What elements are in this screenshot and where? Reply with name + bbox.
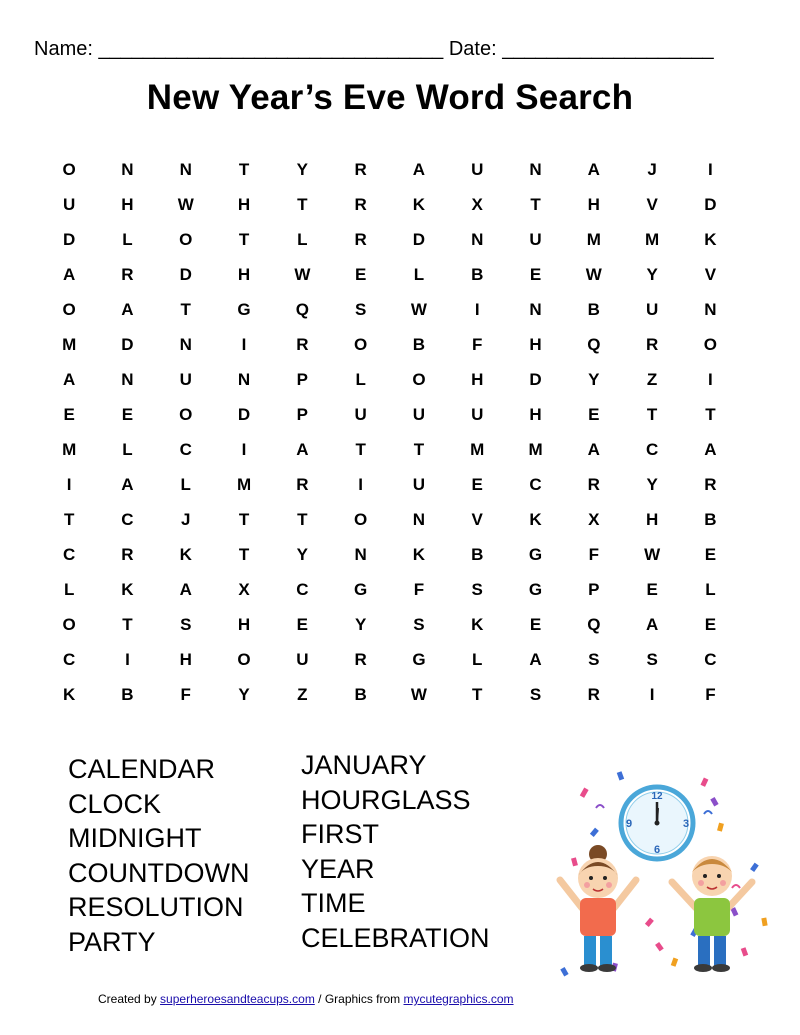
word-list-item: COUNTDOWN [68,857,250,888]
grid-letter: E [529,264,542,284]
grid-row [40,537,740,572]
grid-letter: H [237,264,251,284]
grid-letter: A [179,579,192,599]
grid-letter: O [354,509,368,529]
grid-letter: H [529,404,542,424]
grid-letter: L [705,579,716,599]
name-date-header [34,38,754,74]
grid-letter: O [354,334,368,354]
grid-letter: M [62,334,77,354]
grid-letter: S [471,579,483,599]
grid-letter: V [471,509,483,529]
grid-letter: M [62,439,77,459]
grid-letter: N [121,159,134,179]
grid-letter: W [410,299,427,319]
grid-letter: A [63,264,76,284]
grid-letter: G [412,649,426,669]
grid-letter: P [296,404,308,424]
grid-letter: G [528,579,543,599]
grid-letter: I [358,474,363,494]
grid-letter: S [180,614,192,634]
grid-letter: Z [646,369,658,389]
grid-letter: R [354,229,367,249]
grid-letter: H [121,194,134,214]
grid-letter: K [471,614,484,634]
grid-letter: E [296,614,308,634]
grid-letter: E [704,614,717,634]
grid-letter: O [237,649,251,669]
word-list-item: CELEBRATION [301,922,490,953]
grid-letter: O [703,334,718,354]
grid-letter: W [410,684,427,704]
grid-letter: T [238,509,250,529]
grid-letter: O [412,369,426,389]
grid-letter: O [179,404,193,424]
grid-letter: L [413,264,425,284]
grid-letter: R [354,649,367,669]
grid-letter: F [180,684,191,704]
grid-letter: M [645,229,660,249]
grid-letter: A [587,159,600,179]
grid-letter: Y [238,684,250,704]
grid-row [40,502,740,537]
grid-letter: C [63,649,76,669]
word-list-item: HOURGLASS [301,784,471,815]
grid-row [40,292,740,327]
name-blank-line: _______________________________ [98,38,444,60]
grid-letter: W [585,264,602,284]
grid-letter: I [66,474,72,494]
boy-figure [672,856,752,972]
grid-letter: U [645,299,659,319]
grid-letter: K [121,579,134,599]
clock-number-9: 9 [625,818,633,830]
grid-letter: Q [295,299,309,319]
grid-letter: A [704,439,717,459]
grid-letter: U [471,404,484,424]
grid-letter: F [472,334,483,354]
grid-letter: K [179,544,192,564]
grid-letter: J [181,509,191,529]
grid-letter: B [471,264,484,284]
date-label: Date: [448,38,497,60]
grid-letter: T [472,684,483,704]
grid-letter: E [354,264,367,284]
grid-letter: D [529,369,542,389]
grid-letter: H [237,614,251,634]
footer-created-by: Created by [98,992,161,1006]
grid-letter: T [297,509,308,529]
grid-letter: T [646,404,658,424]
grid-letter: A [63,369,76,389]
grid-letter: I [125,649,130,669]
word-list-item: FIRST [301,819,379,849]
grid-letter: T [122,614,133,634]
grid-letter: N [121,369,134,389]
grid-letter: U [63,194,76,214]
grid-letter: I [241,439,247,459]
footer-site-link[interactable]: superheroesandteacups.com [160,992,315,1006]
grid-letter: I [649,684,655,704]
grid-row [40,607,740,642]
page-title: New Year’s Eve Word Search [146,78,634,117]
grid-letter: L [122,229,133,249]
grid-row [40,327,740,362]
grid-letter: E [121,404,134,424]
word-list-item: CALENDAR [68,754,216,784]
grid-row [40,572,740,607]
grid-letter: Y [296,159,308,179]
grid-letter: N [529,299,542,319]
grid-letter: N [354,544,367,564]
grid-letter: H [645,509,659,529]
grid-letter: H [529,334,542,354]
grid-letter: S [588,649,600,669]
grid-row [40,222,740,257]
grid-letter: B [587,299,600,319]
grid-letter: A [529,649,542,669]
word-list-item: PARTY [68,926,156,957]
grid-letter: A [645,614,659,634]
word-list-item: MIDNIGHT [68,823,202,853]
grid-letter: Y [646,264,658,284]
grid-letter: G [354,579,368,599]
word-list-item: CLOCK [68,788,162,819]
grid-letter: C [63,544,76,564]
grid-row [40,467,740,502]
grid-letter: X [471,194,483,214]
grid-letter: U [296,649,309,669]
grid-row [40,257,740,292]
grid-row [40,187,740,222]
grid-letter: Z [297,684,308,704]
grid-letter: T [180,299,191,319]
grid-letter: V [704,264,717,284]
grid-letter: M [586,229,601,249]
clock-number-12: 12 [651,791,663,802]
grid-letter: T [355,439,366,459]
grid-letter: L [122,439,133,459]
grid-letter: R [587,474,600,494]
grid-letter: N [471,229,484,249]
footer-graphics-link[interactable]: mycutegraphics.com [403,992,514,1006]
footer-graphics-from: / Graphics from [314,992,404,1006]
grid-letter: L [472,649,483,669]
grid-letter: K [704,229,717,249]
grid-letter: N [412,509,426,529]
grid-letter: F [705,684,716,704]
grid-letter: I [708,159,713,179]
grid-letter: N [179,334,192,354]
grid-letter: E [704,544,717,564]
grid-letter: S [646,649,658,669]
grid-letter: E [471,474,483,494]
grid-letter: U [471,159,484,179]
grid-letter: Y [296,544,308,564]
grid-letter: P [588,579,600,599]
grid-letter: C [296,579,309,599]
grid-letter: O [179,229,193,249]
grid-letter: E [63,404,75,424]
grid-letter: H [471,369,484,389]
grid-letter: Y [588,369,600,389]
grid-row [40,432,740,467]
grid-letter: B [471,544,484,564]
grid-letter: R [645,334,659,354]
grid-letter: S [354,299,367,319]
new-year-kids-illustration [552,768,774,980]
grid-letter: D [704,194,717,214]
grid-row [40,397,740,432]
grid-letter: R [354,159,367,179]
grid-letter: G [528,544,543,564]
grid-letter: D [412,229,426,249]
grid-letter: I [708,369,713,389]
girl-figure [560,845,636,972]
grid-letter: C [529,474,542,494]
grid-letter: J [647,159,657,179]
grid-letter: T [238,229,250,249]
grid-letter: E [588,404,600,424]
grid-letter: Y [646,474,658,494]
grid-letter: Y [354,614,367,634]
grid-row [40,152,740,187]
grid-letter: C [704,649,717,669]
grid-letter: R [354,194,367,214]
grid-letter: G [237,299,251,319]
grid-letter: E [646,579,658,599]
name-label: Name: [34,38,93,60]
grid-letter: F [588,544,600,564]
word-list-item: JANUARY [301,750,427,780]
clock-number-6: 6 [653,844,661,856]
grid-letter: R [296,334,309,354]
grid-letter: N [179,159,192,179]
grid-letter: S [529,684,542,704]
grid-letter: T [238,544,250,564]
grid-letter: N [704,299,717,319]
footer-credits [98,992,514,1006]
grid-letter: T [413,439,425,459]
grid-letter: W [294,264,311,284]
grid-letter: R [121,544,134,564]
grid-letter: B [121,684,134,704]
grid-letter: L [297,229,308,249]
grid-letter: C [645,439,659,459]
grid-letter: R [296,474,309,494]
clock-number-3: 3 [682,818,690,830]
grid-letter: U [412,474,426,494]
grid-letter: H [237,194,251,214]
grid-letter: T [297,194,308,214]
grid-letter: N [237,369,251,389]
clock-icon [621,787,693,859]
grid-letter: O [62,299,76,319]
grid-letter: E [529,614,542,634]
grid-letter: B [704,509,717,529]
grid-letter: A [121,474,134,494]
grid-letter: M [470,439,485,459]
grid-letter: B [412,334,426,354]
grid-letter: L [180,474,191,494]
grid-letter: O [62,159,76,179]
grid-letter: D [121,334,134,354]
grid-letter: M [528,439,543,459]
grid-letter: U [179,369,192,389]
grid-letter: M [236,474,252,494]
word-list-left [68,752,249,959]
grid-letter: H [179,649,192,669]
grid-letter: D [179,264,192,284]
grid-letter: D [237,404,251,424]
grid-letter: R [121,264,134,284]
letter-grid [40,152,740,712]
grid-letter: O [62,614,76,634]
grid-row [40,677,740,712]
grid-letter: V [646,194,658,214]
grid-letter: A [121,299,134,319]
grid-letter: N [529,159,542,179]
grid-letter: D [63,229,76,249]
grid-letter: K [412,544,426,564]
grid-row [40,642,740,677]
word-list-right [301,748,490,955]
grid-letter: Q [587,614,601,634]
grid-letter: W [644,544,661,564]
grid-letter: C [179,439,192,459]
grid-letter: K [529,509,542,529]
grid-letter: U [354,404,367,424]
word-list-item: YEAR [301,853,375,884]
grid-letter: B [354,684,367,704]
grid-letter: R [704,474,717,494]
grid-letter: I [241,334,247,354]
grid-letter: X [588,509,600,529]
grid-letter: T [530,194,541,214]
grid-letter: K [412,194,426,214]
grid-letter: W [177,194,194,214]
grid-row [40,362,740,397]
grid-letter: A [296,439,309,459]
word-list-item: TIME [301,888,366,918]
grid-letter: C [121,509,134,529]
grid-letter: L [355,369,366,389]
grid-letter: L [63,579,75,599]
grid-letter: H [587,194,600,214]
grid-letter: Q [587,334,601,354]
date-blank-line: ___________________ [502,38,714,60]
grid-letter: P [296,369,308,389]
grid-letter: K [63,684,76,704]
grid-letter: F [413,579,425,599]
word-list-item: RESOLUTION [68,892,244,922]
grid-letter: A [412,159,426,179]
grid-letter: T [705,404,716,424]
grid-letter: T [63,509,75,529]
grid-letter: U [412,404,426,424]
grid-letter: I [474,299,480,319]
grid-letter: A [587,439,600,459]
grid-letter: U [529,229,542,249]
grid-letter: X [238,579,250,599]
grid-letter: R [587,684,600,704]
grid-letter: S [413,614,425,634]
grid-letter: T [238,159,250,179]
